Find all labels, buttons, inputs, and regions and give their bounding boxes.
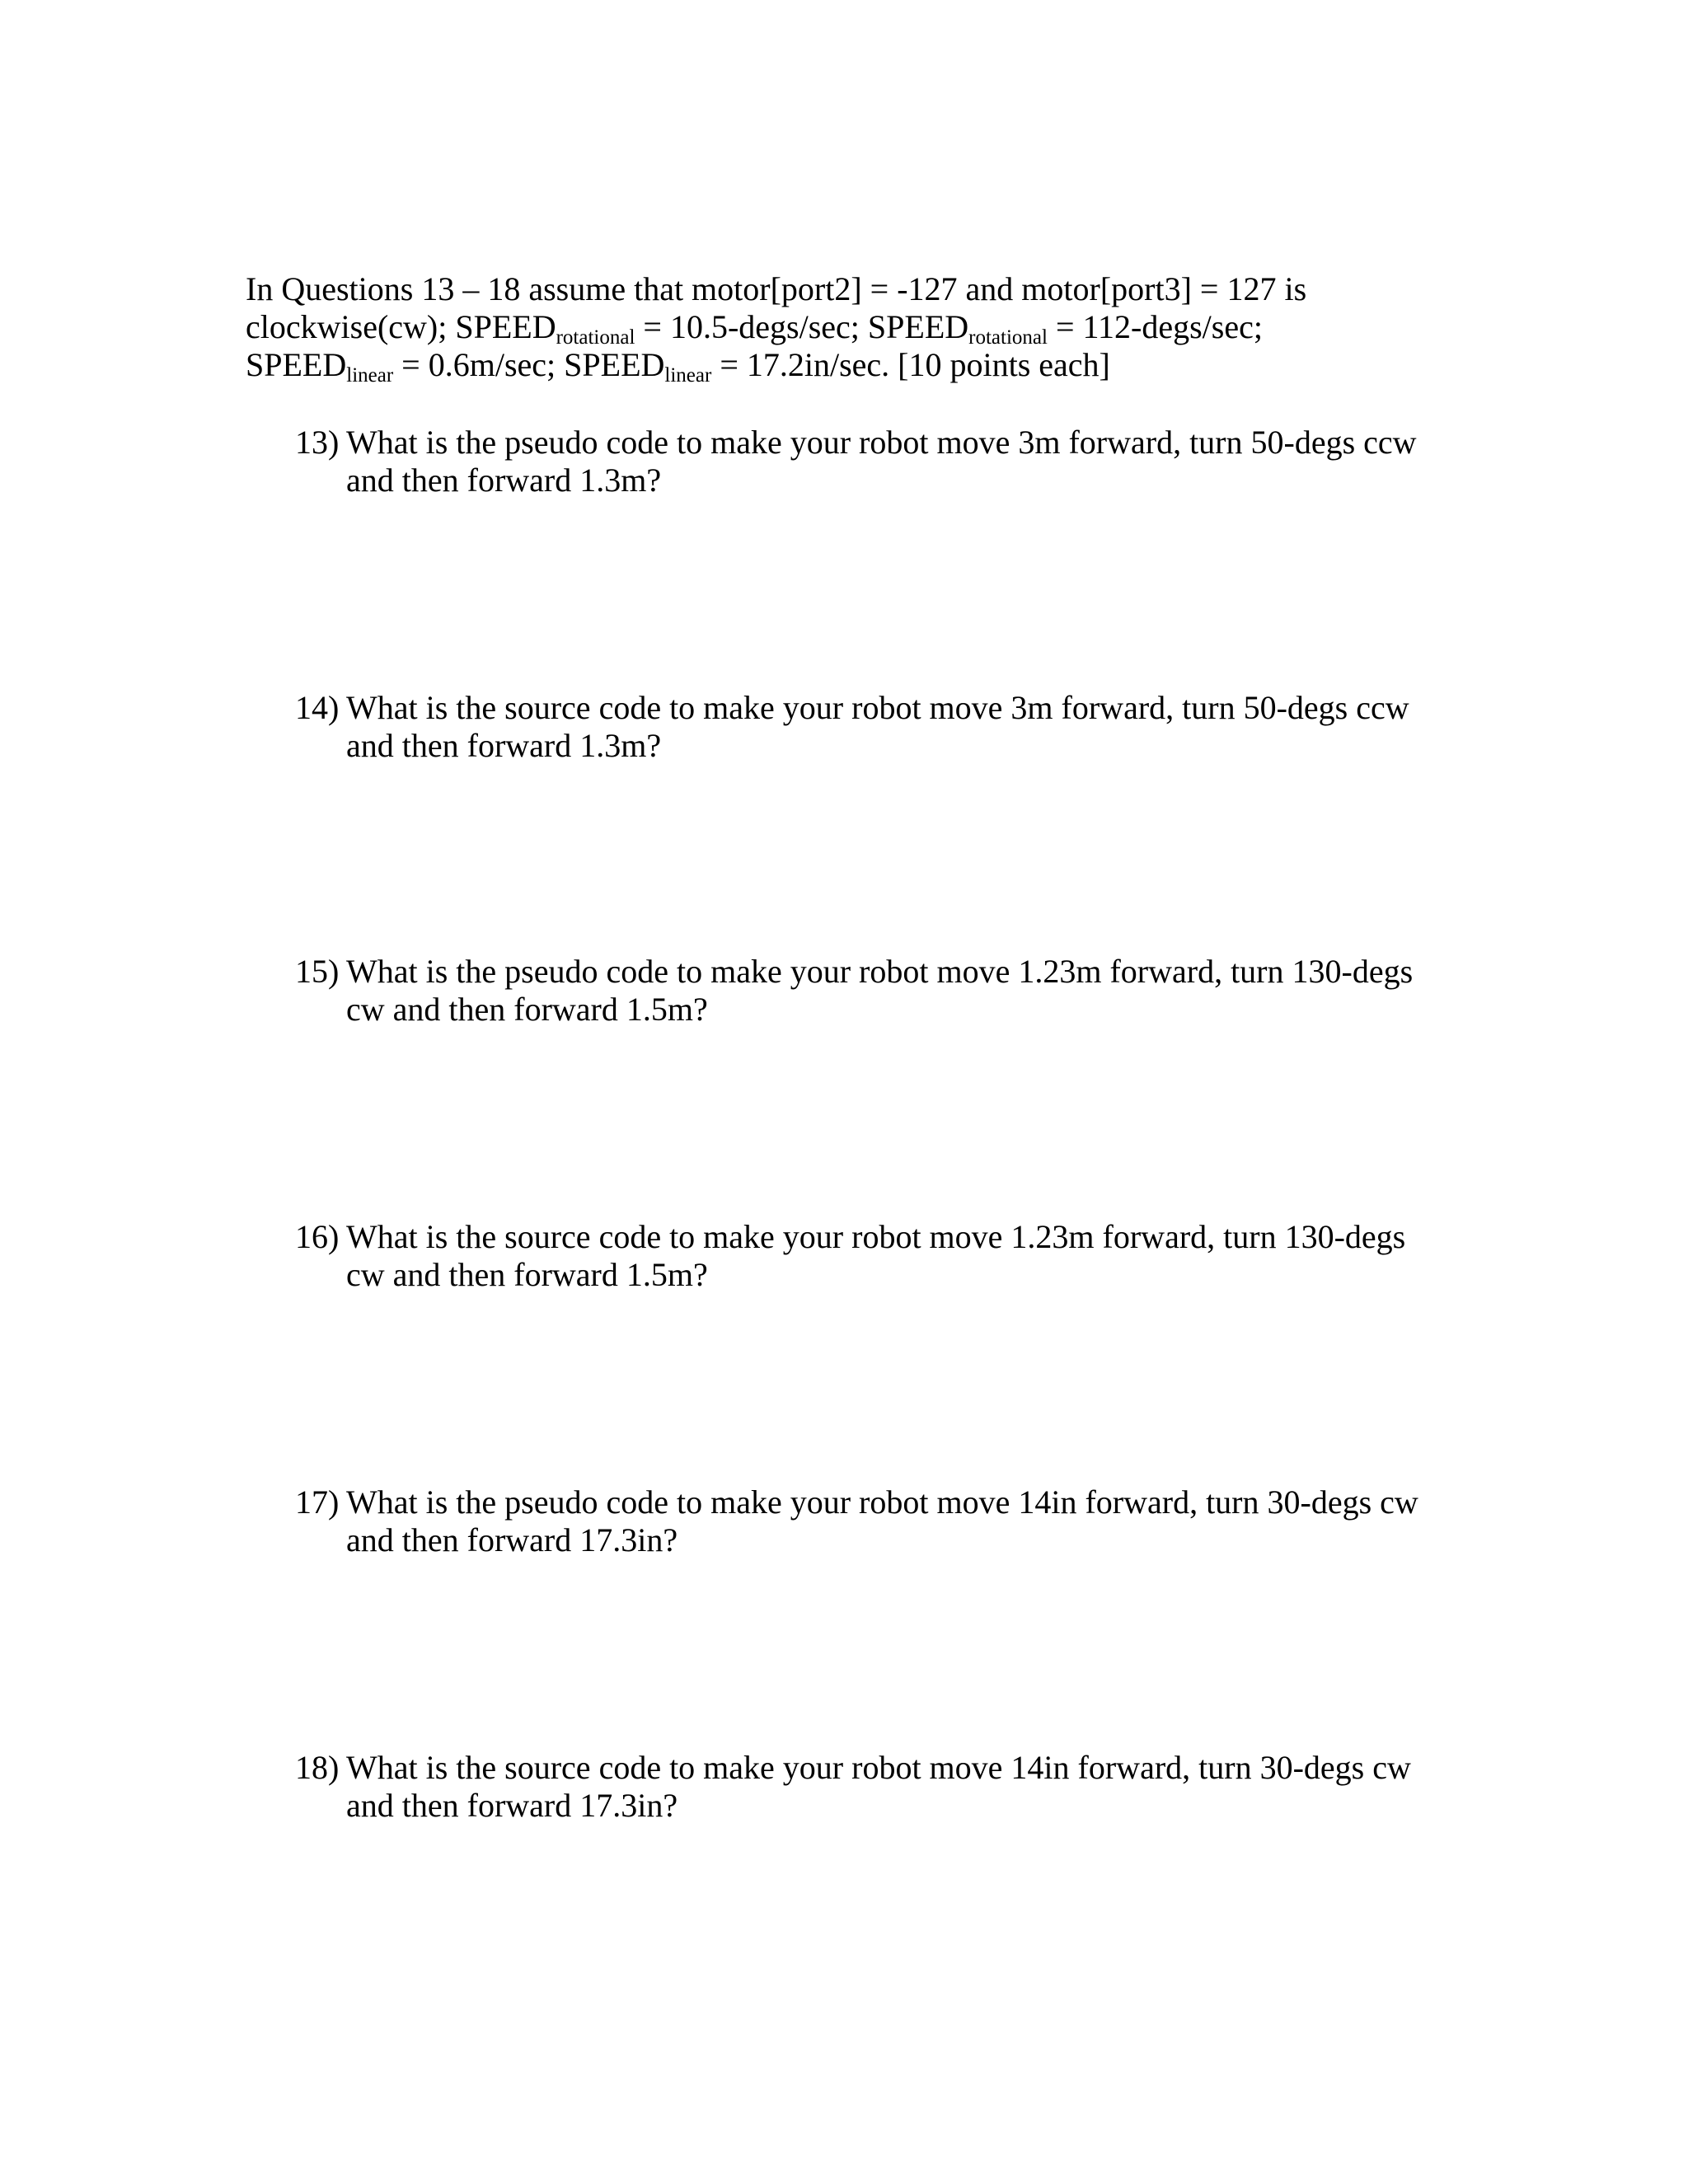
question-text-line-1: What is the source code to make your robot move 14in forward, turn 30-degs cw [346, 1749, 1411, 1786]
subscript-rotational: rotational [968, 326, 1048, 349]
subscript-rotational: rotational [556, 326, 635, 349]
question-18 [295, 1749, 1498, 1825]
question-text-line-2: and then forward 1.3m? [346, 462, 662, 499]
instructions-paragraph [246, 270, 1465, 387]
question-13 [295, 424, 1498, 499]
question-text-line-2: and then forward 1.3m? [346, 727, 662, 764]
question-text-line-1: What is the source code to make your robot move 3m forward, turn 50-degs ccw [346, 689, 1409, 726]
subscript-linear: linear [346, 364, 394, 387]
question-text-line-1: What is the pseudo code to make your robot move 14in forward, turn 30-degs cw [346, 1483, 1418, 1521]
question-number: 14) [295, 689, 340, 726]
question-15 [295, 953, 1498, 1029]
question-16 [295, 1218, 1498, 1294]
question-text-line-1: What is the pseudo code to make your robot move 1.23m forward, turn 130-degs [346, 953, 1414, 990]
instructions-line-2: clockwise(cw); $SPEED_{rotational}$ = 10.5-degs/sec; $SPEED_{rotational}$ = 112-degs/sec; [246, 308, 1263, 349]
question-text-line-1: What is the source code to make your robot move 1.23m forward, turn 130-degs [346, 1218, 1406, 1255]
question-17 [295, 1483, 1498, 1559]
question-number: 17) [295, 1483, 340, 1521]
question-number: 15) [295, 953, 340, 990]
question-text-line-2: and then forward 17.3in? [346, 1521, 678, 1558]
question-text-line-2: and then forward 17.3in? [346, 1787, 678, 1824]
question-number: 13) [295, 424, 340, 461]
question-14 [295, 689, 1498, 765]
instructions-line-1: In Questions 13 – 18 assume that motor[port2] = -127 and motor[port3] = 127 is [246, 270, 1307, 307]
question-text-line-1: What is the pseudo code to make your robot move 3m forward, turn 50-degs ccw [346, 424, 1417, 461]
instructions-line-3: $SPEED_{linear} = 0.6m/\sec$; $SPEED_{linear} = 17.2in/\sec$. [10 points each] [246, 346, 1110, 387]
question-number: 18) [295, 1749, 340, 1786]
question-text-line-2: cw and then forward 1.5m? [346, 1256, 708, 1293]
question-number: 16) [295, 1218, 340, 1255]
subscript-linear: linear [664, 364, 712, 387]
question-text-line-2: cw and then forward 1.5m? [346, 991, 708, 1028]
